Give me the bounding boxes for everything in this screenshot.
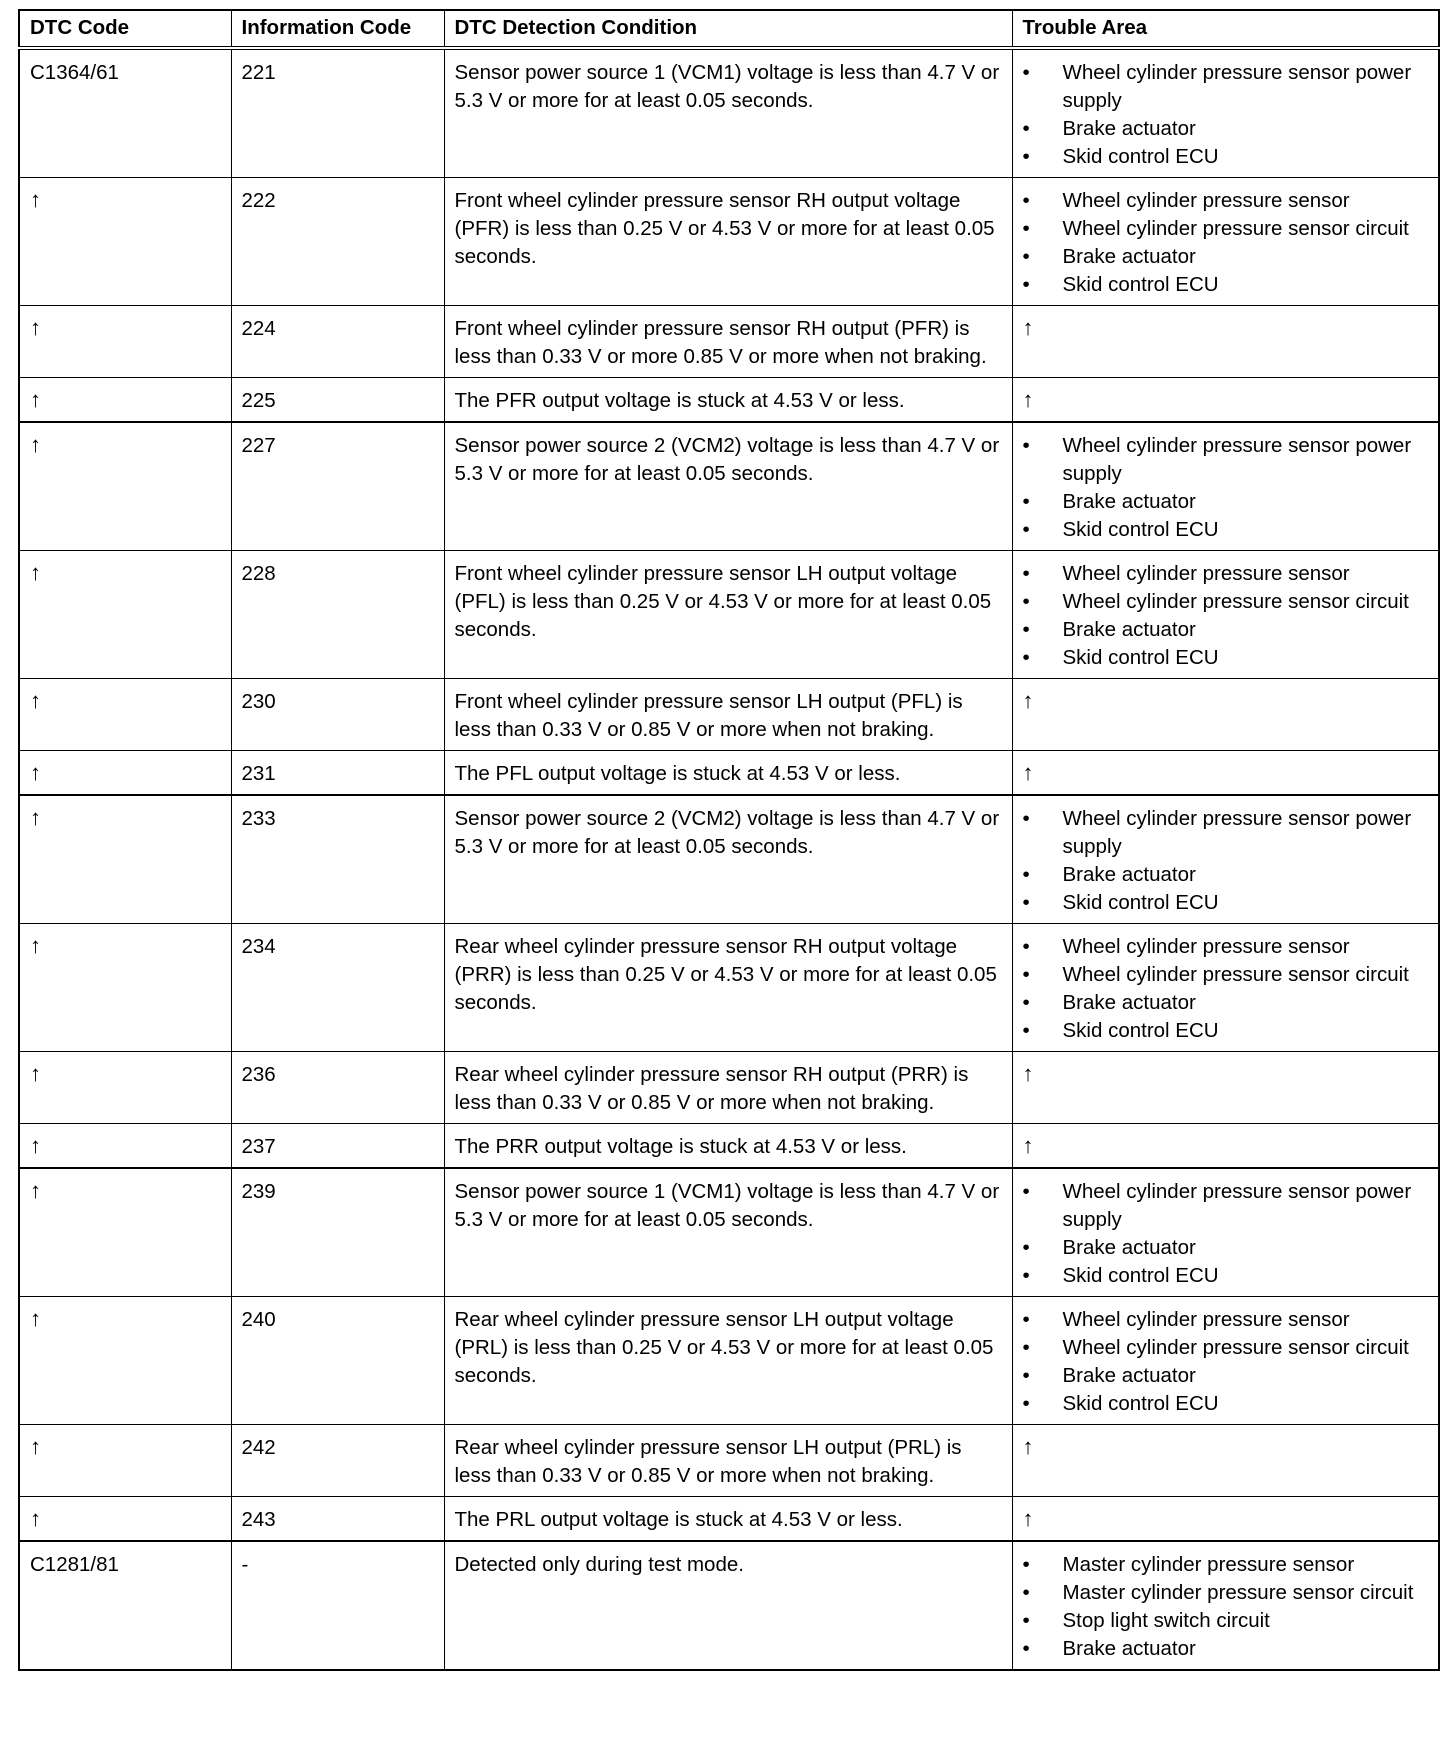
information-code-cell: 233 (231, 795, 444, 924)
table-row (19, 795, 1439, 924)
arrow-up-icon: ↑ (30, 1306, 41, 1331)
arrow-up-icon: ↑ (30, 688, 41, 713)
list-item: • Wheel cylinder pressure sensor circuit (1023, 961, 1429, 989)
dtc-code-cell (19, 1425, 231, 1497)
arrow-up-icon: ↑ (30, 387, 41, 412)
detection-condition-cell: The PFL output voltage is stuck at 4.53 V or less. (444, 751, 1012, 796)
trouble-area-list (1023, 1306, 1429, 1418)
dtc-code-cell (19, 679, 231, 751)
detection-condition-cell: Sensor power source 2 (VCM2) voltage is less than 4.7 V or 5.3 V or more for at least 0.05 seconds. (444, 795, 1012, 924)
list-item: • Skid control ECU (1023, 143, 1429, 171)
dtc-code-cell (19, 378, 231, 423)
table-row (19, 1425, 1439, 1497)
table-row (19, 48, 1439, 178)
trouble-area-cell (1012, 1425, 1439, 1497)
list-item: • Brake actuator (1023, 1362, 1429, 1390)
trouble-area-cell (1012, 378, 1439, 423)
header-information-code: Information Code (231, 10, 444, 48)
trouble-area-list (1023, 59, 1429, 171)
trouble-area-cell (1012, 1297, 1439, 1425)
information-code-cell: 242 (231, 1425, 444, 1497)
trouble-area-list (1023, 432, 1429, 544)
table-row (19, 751, 1439, 796)
list-item: • Wheel cylinder pressure sensor power supply (1023, 432, 1429, 488)
detection-condition-cell: Front wheel cylinder pressure sensor LH output voltage (PFL) is less than 0.25 V or 4.53 V or more for at least 0.05 seconds. (444, 551, 1012, 679)
trouble-area-cell (1012, 306, 1439, 378)
table-row (19, 306, 1439, 378)
trouble-area-list (1023, 560, 1429, 672)
trouble-area-cell (1012, 1052, 1439, 1124)
list-item: • Wheel cylinder pressure sensor power supply (1023, 59, 1429, 115)
trouble-area-cell (1012, 1168, 1439, 1297)
detection-condition-cell: Front wheel cylinder pressure sensor RH output (PFR) is less than 0.33 V or more 0.85 V or more when not braking. (444, 306, 1012, 378)
detection-condition-cell: Detected only during test mode. (444, 1541, 1012, 1670)
list-item: • Skid control ECU (1023, 271, 1429, 299)
trouble-area-cell (1012, 751, 1439, 796)
list-item: • Wheel cylinder pressure sensor circuit (1023, 215, 1429, 243)
information-code-cell: 236 (231, 1052, 444, 1124)
dtc-code-cell (19, 1168, 231, 1297)
arrow-up-icon: ↑ (1022, 387, 1034, 412)
list-item: • Brake actuator (1023, 1635, 1429, 1663)
list-item: • Wheel cylinder pressure sensor power supply (1023, 805, 1429, 861)
trouble-area-list (1023, 1551, 1429, 1663)
trouble-area-cell (1012, 1541, 1439, 1670)
dtc-code: C1281/81 (30, 1553, 119, 1576)
dtc-code-cell (19, 306, 231, 378)
arrow-up-icon: ↑ (30, 315, 41, 340)
table-row (19, 679, 1439, 751)
list-item: • Brake actuator (1023, 861, 1429, 889)
table-header (19, 10, 1439, 48)
list-item: • Master cylinder pressure sensor (1023, 1551, 1429, 1579)
detection-condition-cell: The PFR output voltage is stuck at 4.53 V or less. (444, 378, 1012, 423)
arrow-up-icon: ↑ (1022, 1434, 1034, 1459)
arrow-up-icon: ↑ (30, 933, 41, 958)
detection-condition-cell: The PRR output voltage is stuck at 4.53 V or less. (444, 1124, 1012, 1169)
table-row (19, 924, 1439, 1052)
list-item: • Wheel cylinder pressure sensor (1023, 1306, 1429, 1334)
arrow-up-icon: ↑ (30, 1061, 41, 1086)
information-code-cell: 228 (231, 551, 444, 679)
table-row (19, 1052, 1439, 1124)
list-item: • Master cylinder pressure sensor circuit (1023, 1579, 1429, 1607)
dtc-code-cell (19, 751, 231, 796)
dtc-code-cell (19, 1052, 231, 1124)
dtc-code-cell (19, 1541, 231, 1670)
trouble-area-cell (1012, 679, 1439, 751)
arrow-up-icon: ↑ (30, 1133, 41, 1158)
trouble-area-cell (1012, 422, 1439, 551)
table-row (19, 178, 1439, 306)
list-item: • Skid control ECU (1023, 516, 1429, 544)
arrow-up-icon: ↑ (1022, 1506, 1034, 1531)
detection-condition-cell: Sensor power source 1 (VCM1) voltage is less than 4.7 V or 5.3 V or more for at least 0.05 seconds. (444, 1168, 1012, 1297)
dtc-code-cell (19, 551, 231, 679)
list-item: • Brake actuator (1023, 243, 1429, 271)
arrow-up-icon: ↑ (1022, 688, 1034, 713)
header-detection-condition: DTC Detection Condition (444, 10, 1012, 48)
dtc-code-cell (19, 422, 231, 551)
list-item: • Skid control ECU (1023, 889, 1429, 917)
table-row (19, 1497, 1439, 1542)
information-code-cell: 221 (231, 48, 444, 178)
detection-condition-cell: Front wheel cylinder pressure sensor LH output (PFL) is less than 0.33 V or 0.85 V or more when not braking. (444, 679, 1012, 751)
list-item: • Skid control ECU (1023, 1262, 1429, 1290)
dtc-table (18, 9, 1440, 1671)
information-code-cell: 243 (231, 1497, 444, 1542)
arrow-up-icon: ↑ (30, 560, 41, 585)
list-item: • Brake actuator (1023, 488, 1429, 516)
trouble-area-cell (1012, 1124, 1439, 1169)
dtc-code: C1364/61 (30, 61, 119, 84)
detection-condition-cell: Sensor power source 1 (VCM1) voltage is less than 4.7 V or 5.3 V or more for at least 0.05 seconds. (444, 48, 1012, 178)
detection-condition-cell: Rear wheel cylinder pressure sensor LH output (PRL) is less than 0.33 V or 0.85 V or more when not braking. (444, 1425, 1012, 1497)
list-item: • Brake actuator (1023, 989, 1429, 1017)
information-code-cell: 234 (231, 924, 444, 1052)
list-item: • Wheel cylinder pressure sensor (1023, 933, 1429, 961)
list-item: • Wheel cylinder pressure sensor circuit (1023, 1334, 1429, 1362)
arrow-up-icon: ↑ (1022, 1133, 1034, 1158)
list-item: • Brake actuator (1023, 616, 1429, 644)
trouble-area-cell (1012, 178, 1439, 306)
detection-condition-cell: Rear wheel cylinder pressure sensor RH output voltage (PRR) is less than 0.25 V or 4.53 V or more for at least 0.05 seconds. (444, 924, 1012, 1052)
detection-condition-cell: Rear wheel cylinder pressure sensor LH output voltage (PRL) is less than 0.25 V or 4.53 V or more for at least 0.05 seconds. (444, 1297, 1012, 1425)
list-item: • Skid control ECU (1023, 644, 1429, 672)
table-body (19, 48, 1439, 1670)
table-row (19, 551, 1439, 679)
trouble-area-list (1023, 805, 1429, 917)
detection-condition-cell: The PRL output voltage is stuck at 4.53 V or less. (444, 1497, 1012, 1542)
trouble-area-cell (1012, 551, 1439, 679)
arrow-up-icon: ↑ (30, 432, 41, 457)
list-item: • Brake actuator (1023, 115, 1429, 143)
list-item: • Wheel cylinder pressure sensor (1023, 187, 1429, 215)
list-item: • Skid control ECU (1023, 1017, 1429, 1045)
dtc-code-cell (19, 1297, 231, 1425)
information-code-cell: 240 (231, 1297, 444, 1425)
arrow-up-icon: ↑ (1022, 760, 1034, 785)
information-code-cell: 227 (231, 422, 444, 551)
dtc-code-cell (19, 178, 231, 306)
trouble-area-list (1023, 1178, 1429, 1290)
list-item: • Wheel cylinder pressure sensor circuit (1023, 588, 1429, 616)
information-code-cell: - (231, 1541, 444, 1670)
trouble-area-cell (1012, 924, 1439, 1052)
dtc-code-cell (19, 795, 231, 924)
information-code-cell: 239 (231, 1168, 444, 1297)
trouble-area-list (1023, 933, 1429, 1045)
arrow-up-icon: ↑ (30, 805, 41, 830)
dtc-code-cell (19, 1497, 231, 1542)
trouble-area-list (1023, 187, 1429, 299)
information-code-cell: 231 (231, 751, 444, 796)
table-row (19, 1541, 1439, 1670)
arrow-up-icon: ↑ (30, 1506, 41, 1531)
header-dtc-code: DTC Code (19, 10, 231, 48)
information-code-cell: 230 (231, 679, 444, 751)
detection-condition-cell: Sensor power source 2 (VCM2) voltage is less than 4.7 V or 5.3 V or more for at least 0.05 seconds. (444, 422, 1012, 551)
arrow-up-icon: ↑ (1022, 1061, 1034, 1086)
detection-condition-cell: Rear wheel cylinder pressure sensor RH output (PRR) is less than 0.33 V or 0.85 V or more when not braking. (444, 1052, 1012, 1124)
dtc-code-cell (19, 924, 231, 1052)
dtc-code-cell (19, 1124, 231, 1169)
list-item: • Skid control ECU (1023, 1390, 1429, 1418)
table-row (19, 1168, 1439, 1297)
list-item: • Wheel cylinder pressure sensor (1023, 560, 1429, 588)
arrow-up-icon: ↑ (30, 187, 41, 212)
information-code-cell: 222 (231, 178, 444, 306)
arrow-up-icon: ↑ (30, 1178, 41, 1203)
information-code-cell: 224 (231, 306, 444, 378)
trouble-area-cell (1012, 795, 1439, 924)
information-code-cell: 237 (231, 1124, 444, 1169)
arrow-up-icon: ↑ (30, 1434, 41, 1459)
table-row (19, 378, 1439, 423)
list-item: • Wheel cylinder pressure sensor power supply (1023, 1178, 1429, 1234)
detection-condition-cell: Front wheel cylinder pressure sensor RH output voltage (PFR) is less than 0.25 V or 4.53 V or more for at least 0.05 seconds. (444, 178, 1012, 306)
header-row (19, 10, 1439, 48)
list-item: • Stop light switch circuit (1023, 1607, 1429, 1635)
arrow-up-icon: ↑ (1022, 315, 1034, 340)
arrow-up-icon: ↑ (30, 760, 41, 785)
table-row (19, 1124, 1439, 1169)
trouble-area-cell (1012, 48, 1439, 178)
list-item: • Brake actuator (1023, 1234, 1429, 1262)
dtc-code-cell (19, 48, 231, 178)
table-row (19, 1297, 1439, 1425)
table-row (19, 422, 1439, 551)
trouble-area-cell (1012, 1497, 1439, 1542)
header-trouble-area: Trouble Area (1012, 10, 1439, 48)
information-code-cell: 225 (231, 378, 444, 423)
